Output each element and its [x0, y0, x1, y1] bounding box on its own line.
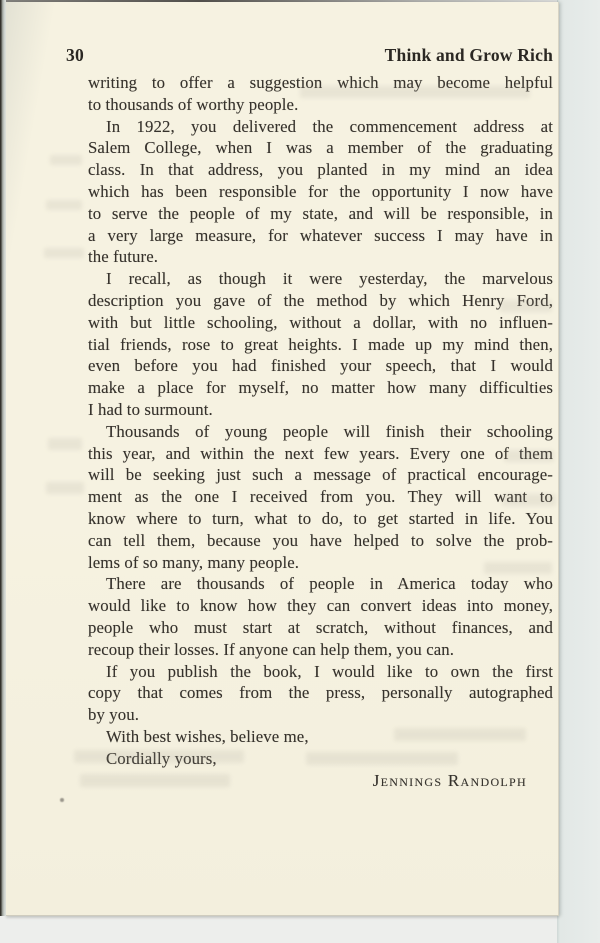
text-line: people who must start at scratch, without finances, and — [88, 617, 553, 637]
text-line: With best wishes, believe me, — [106, 726, 309, 746]
book-page — [6, 2, 559, 916]
showthrough-mark — [484, 562, 552, 574]
text-line: by you. — [88, 705, 140, 725]
text-line: recoup their losses. If anyone can help them, you can. — [88, 639, 455, 659]
text-line: Thousands of young people will finish their schooling — [106, 421, 553, 441]
text-line: I had to surmount. — [88, 399, 213, 419]
text-line: ment as the one I received from you. They will want to — [88, 487, 553, 507]
text-line: can tell them, because you have helped to solve the prob- — [88, 530, 553, 550]
showthrough-mark — [44, 248, 84, 258]
text-line: In 1922, you delivered the commencement address at — [106, 116, 553, 136]
page-header — [66, 44, 553, 66]
text-line: will be seeking just such a message of practical encourage- — [88, 465, 553, 485]
text-line: with but little schooling, without a dollar, with no influen- — [88, 312, 553, 332]
ink-speck — [60, 798, 64, 802]
showthrough-mark — [504, 450, 554, 462]
page-number: 30 — [66, 45, 84, 65]
scan-left-edge — [0, 0, 6, 916]
showthrough-mark — [306, 752, 458, 765]
showthrough-mark — [74, 750, 244, 763]
showthrough-mark — [80, 774, 230, 787]
scan-top-edge — [6, 0, 558, 2]
showthrough-mark — [46, 482, 84, 494]
showthrough-mark — [500, 300, 552, 312]
text-line: tial friends, rose to great heights. I made up my mind then, — [88, 334, 553, 354]
letter-body — [88, 72, 553, 770]
showthrough-mark — [394, 728, 526, 741]
text-line: a very large measure, for whatever success I may have in — [88, 225, 553, 245]
text-line: class. In that address, you planted in my mind an idea — [88, 160, 553, 180]
text-line: the future. — [88, 247, 159, 267]
text-line: I recall, as though it were yesterday, the marvelous — [106, 269, 553, 289]
text-line: make a place for myself, no matter how many difficulties — [88, 378, 553, 398]
text-line: would like to know how they can convert ideas into money, — [88, 596, 553, 616]
text-line: If you publish the book, I would like to own the first — [106, 661, 553, 681]
text-line: Salem College, when I was a member of the graduating — [88, 138, 553, 158]
showthrough-mark — [48, 438, 82, 450]
running-title: Think and Grow Rich — [384, 45, 553, 65]
showthrough-mark — [300, 86, 530, 98]
text-line: description you gave of the method by which Henry Ford, — [88, 290, 553, 310]
showthrough-mark — [46, 200, 82, 210]
text-line: There are thousands of people in America today who — [106, 574, 553, 594]
scan-background-strip — [557, 0, 600, 943]
text-line: writing to offer a suggestion which may become helpful — [88, 73, 553, 92]
signature-name: Jennings Randolph — [372, 770, 527, 790]
showthrough-mark — [50, 155, 82, 165]
text-line: to serve the people of my state, and will be responsible, in — [88, 203, 553, 223]
text-line: know where to turn, what to do, to get started in life. You — [88, 508, 553, 528]
text-line: this year, and within the next few years. Every one of them — [88, 443, 553, 463]
text-line: even before you had finished your speech, that I would — [88, 356, 553, 376]
text-line: lems of so many, many people. — [88, 552, 300, 572]
text-line: to thousands of worthy people. — [88, 94, 299, 114]
text-line: Cordially yours, — [106, 748, 217, 768]
showthrough-mark — [502, 494, 556, 506]
text-line: copy that comes from the press, personally autographed — [88, 683, 553, 703]
text-line: which has been responsible for the opportunity I now have — [88, 181, 553, 201]
